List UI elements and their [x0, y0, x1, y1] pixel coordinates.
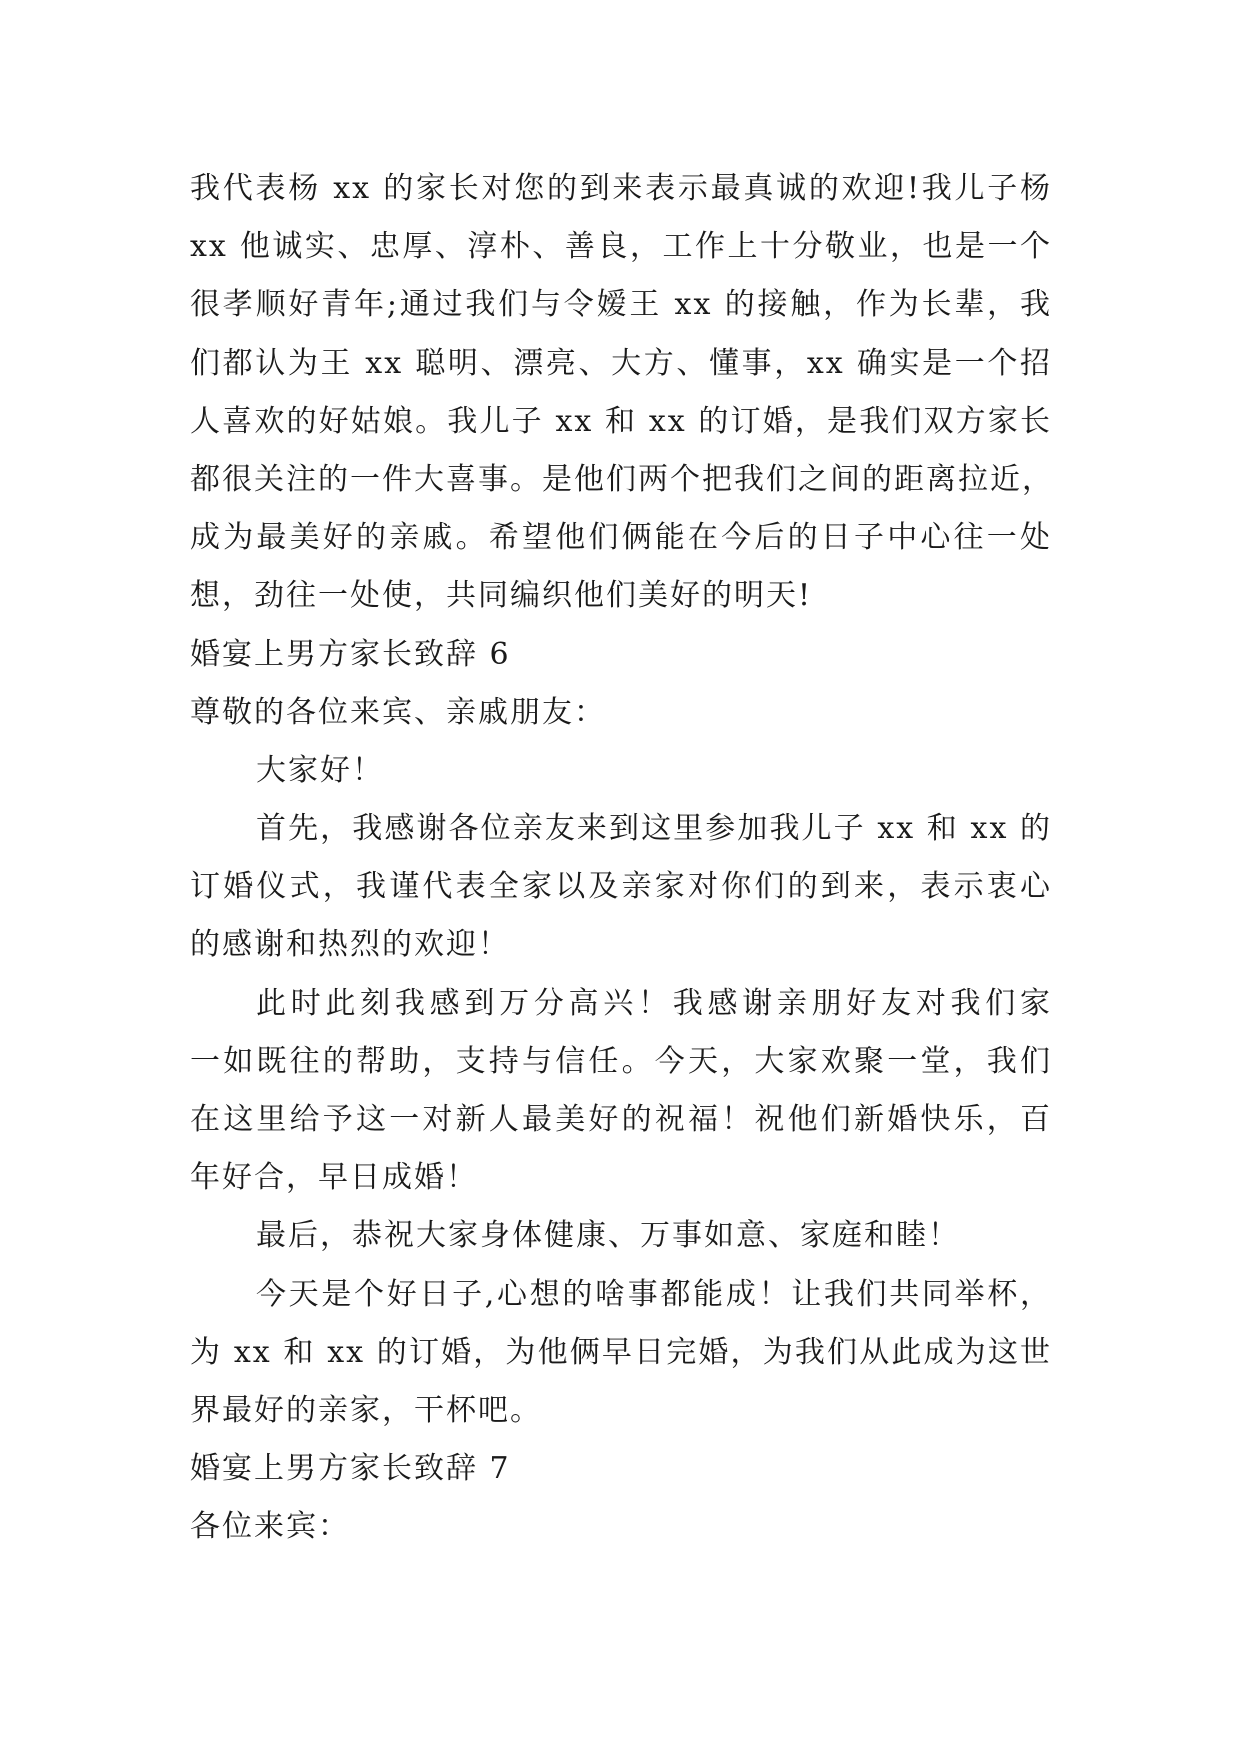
paragraph-line: 今天是个好日子,心想的啥事都能成！让我们共同举杯， [256, 1276, 1052, 1312]
paragraph-line: 界最好的亲家，干杯吧。 [190, 1392, 542, 1428]
paragraph-line: 都很关注的一件大喜事。是他们两个把我们之间的距离拉近， [190, 461, 1054, 497]
salutation: 各位来宾： [190, 1509, 350, 1545]
paragraph-line: 成为最美好的亲戚。希望他们俩能在今后的日子中心往一处 [190, 520, 1052, 556]
paragraph-line: 想，劲往一处使，共同编织他们美好的明天! [190, 578, 813, 614]
paragraph-line: 们都认为王 xx 聪明、漂亮、大方、懂事，xx 确实是一个招 [190, 345, 1052, 381]
paragraph-line: 很孝顺好青年;通过我们与令嫒王 xx 的接触，作为长辈，我 [190, 287, 1052, 323]
paragraph-line: 年好合，早日成婚！ [190, 1160, 478, 1196]
greeting: 大家好！ [256, 752, 384, 788]
paragraph-line: 一如既往的帮助，支持与信任。今天，大家欢聚一堂，我们 [190, 1043, 1052, 1079]
paragraph-line: 的感谢和热烈的欢迎！ [190, 927, 510, 963]
paragraph-line: 人喜欢的好姑娘。我儿子 xx 和 xx 的订婚，是我们双方家长 [190, 403, 1052, 439]
salutation: 尊敬的各位来宾、亲戚朋友： [190, 694, 606, 730]
paragraph-line: 此时此刻我感到万分高兴！我感谢亲朋好友对我们家 [256, 985, 1052, 1021]
paragraph-line: 我代表杨 xx 的家长对您的到来表示最真诚的欢迎!我儿子杨 [190, 171, 1052, 206]
paragraph-line: 为 xx 和 xx 的订婚，为他俩早日完婚，为我们从此成为这世 [190, 1334, 1052, 1370]
paragraph-line: 首先，我感谢各位亲友来到这里参加我儿子 xx 和 xx 的 [256, 811, 1052, 847]
paragraph-line: 订婚仪式，我谨代表全家以及亲家对你们的到来，表示衷心 [190, 869, 1052, 905]
paragraph-line: 在这里给予这一对新人最美好的祝福！祝他们新婚快乐，百 [190, 1102, 1052, 1137]
section-heading: 婚宴上男方家长致辞 7 [190, 1451, 511, 1487]
paragraph-line: xx 他诚实、忠厚、淳朴、善良，工作上十分敬业，也是一个 [190, 229, 1052, 265]
document-body [190, 160, 1052, 1557]
section-heading: 婚宴上男方家长致辞 6 [190, 636, 511, 672]
paragraph-line: 最后，恭祝大家身体健康、万事如意、家庭和睦！ [256, 1218, 960, 1254]
